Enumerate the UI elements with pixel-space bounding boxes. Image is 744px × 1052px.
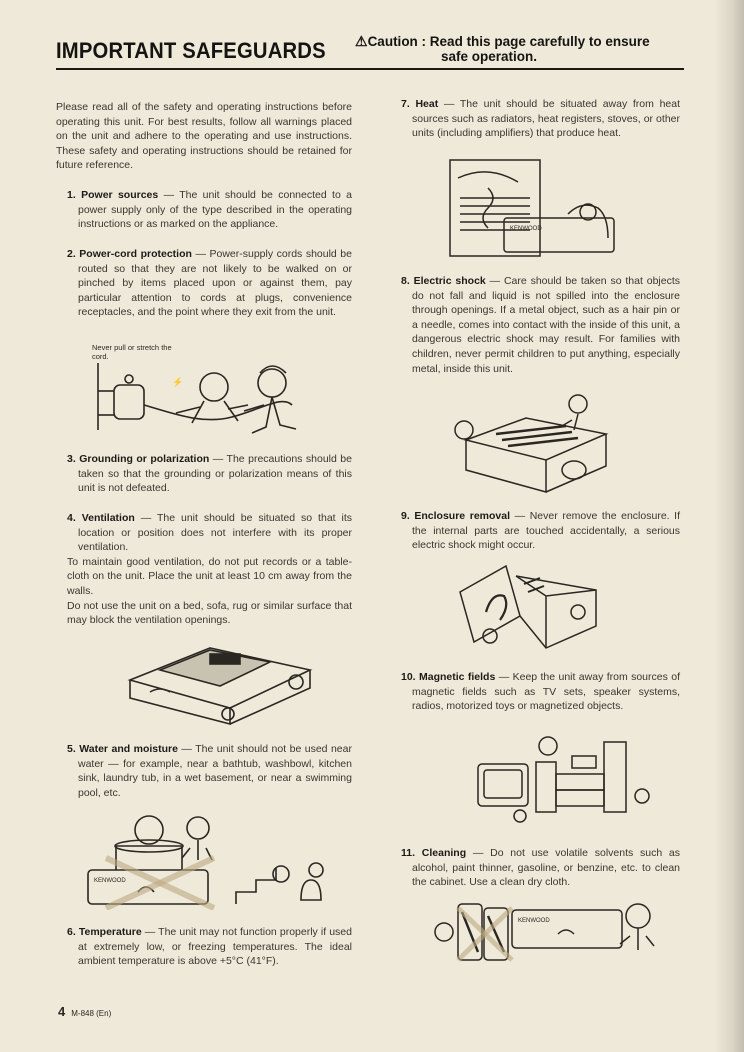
item-heading: Grounding or polarization <box>79 453 210 465</box>
item-number: 6. <box>67 926 76 938</box>
cord-note: Never pull or stretch the cord. <box>92 343 172 361</box>
page-number: 4 <box>58 1004 66 1019</box>
item-electric-shock <box>390 274 680 376</box>
left-column <box>56 100 352 173</box>
svg-text:KENWOOD: KENWOOD <box>94 878 126 884</box>
item-number: 4. <box>67 512 76 524</box>
item-number: 8. <box>401 275 410 287</box>
item-body: — The unit should be connected to a power supply only of the type described in the operating instructions or as marked on the appliance. <box>78 189 352 231</box>
cleaning-illustration-icon <box>432 898 668 966</box>
electric-shock-illustration-icon <box>446 390 616 495</box>
item-number: 5. <box>67 743 76 755</box>
page-fold-shadow <box>714 0 744 1052</box>
magnetic-illustration-icon <box>476 732 666 830</box>
page-title: IMPORTANT SAFEGUARDS <box>56 38 326 63</box>
item-body: — The unit should be situated away from heat sources such as radiators, heat registers, stoves, or other units (including amplifiers) that produce heat. <box>412 98 681 140</box>
item-heading: Power sources <box>81 189 159 201</box>
item-number: 9. <box>401 510 410 522</box>
item-body: — Do not use volatile solvents such as alcohol, paint thinner, gasoline, or benzine, etc. to clean the cabinet. Use a clean dry cloth. <box>412 847 681 889</box>
item-heading: Ventilation <box>81 512 135 524</box>
enclosure-illustration-icon <box>446 556 616 656</box>
title-divider <box>56 68 684 70</box>
item-enclosure-removal <box>390 509 680 553</box>
item-number: 11. <box>401 847 416 859</box>
svg-text:KENWOOD: KENWOOD <box>518 918 550 924</box>
item-heading: Heat <box>415 98 439 110</box>
cord-illustration-icon <box>92 355 332 440</box>
item-number: 7. <box>401 98 410 110</box>
caution-line-1: Caution : Read this page carefully to ensure <box>367 34 650 49</box>
item-body: — The precautions should be taken so that the grounding or polarization means of this unit is not defeated. <box>78 453 352 495</box>
item-grounding <box>56 452 352 496</box>
item-number: 10. <box>401 671 416 683</box>
item-body: — The unit may not function properly if used at extremely low, or freezing temperatures. The ideal ambient temperature is above +5°C (41°F). <box>78 926 352 968</box>
item-body: — The unit should be situated so that its location or position does not interfere with its proper ventilation. <box>78 512 353 554</box>
item-body: — Power-supply cords should be routed so that they are not likely to be walked on or pinched by items placed upon or against them, pay particular attention to cords at plugs, convenience receptacles, and the point where they exit from the unit. <box>78 248 352 319</box>
item-body: — Never remove the enclosure. If the internal parts are touched accidentally, a serious electric shock might occur. <box>412 510 681 552</box>
item-magnetic-fields <box>390 670 680 714</box>
item-number: 1. <box>67 189 76 201</box>
item-heat <box>390 97 680 141</box>
item-cleaning <box>390 846 680 890</box>
heat-illustration-icon <box>448 158 618 258</box>
item-heading: Enclosure removal <box>414 510 511 522</box>
item-heading: Power-cord protection <box>79 248 192 260</box>
item-number: 3. <box>67 453 76 465</box>
item-power-cord <box>56 247 352 320</box>
item-water <box>56 742 352 800</box>
ventilation-illustration-icon <box>120 630 320 725</box>
item-heading: Water and moisture <box>79 743 178 755</box>
item-ventilation <box>56 511 352 628</box>
item-temperature <box>56 925 352 969</box>
item-heading: Electric shock <box>413 275 486 287</box>
intro-text: Please read all of the safety and operating instructions before operating this unit. For best results, follow all warnings placed on the unit and adhere to the operating and use instructions. These safety and operating instructions should be retained for future reference. <box>56 101 352 172</box>
item-body-extra: Do not use the unit on a bed, sofa, rug or similar surface that may block the ventilation openings. <box>67 599 352 627</box>
item-number: 2. <box>67 248 76 260</box>
item-heading: Cleaning <box>421 847 467 859</box>
item-power-sources <box>56 188 352 232</box>
item-body-extra: To maintain good ventilation, do not put records or a table-cloth on the unit. Place the unit at least 10 cm away from the walls. <box>67 555 352 597</box>
warning-triangle-icon: ⚠ <box>355 33 368 49</box>
item-body: — Keep the unit away from sources of magnetic fields such as TV sets, speaker systems, radios, motorized toys or magnetized objects. <box>412 671 680 713</box>
item-heading: Magnetic fields <box>419 671 496 683</box>
water-illustration-icon <box>86 808 336 910</box>
svg-text:⚡: ⚡ <box>172 377 184 387</box>
document-code: M-848 (En) <box>71 1009 112 1018</box>
caution-line-2: safe operation. <box>441 49 538 64</box>
svg-text:KENWOOD: KENWOOD <box>510 226 542 232</box>
item-heading: Temperature <box>78 926 142 938</box>
item-body: — The unit should not be used near water — for example, near a bathtub, washbowl, kitchen sink, laundry tub, in a wet basement, or near a swimming pool, etc. <box>78 743 352 799</box>
page-footer <box>58 1004 111 1019</box>
caution-banner <box>355 34 685 64</box>
item-body: — Care should be taken so that objects do not fall and liquid is not spilled into the enclosure through openings. If a metal object, such as a hair pin or a needle, comes into contact with the inside of this unit, a dangerous electric shock may result. For families with children, never permit children to put anything, especially metal, inside this unit. <box>412 275 681 375</box>
